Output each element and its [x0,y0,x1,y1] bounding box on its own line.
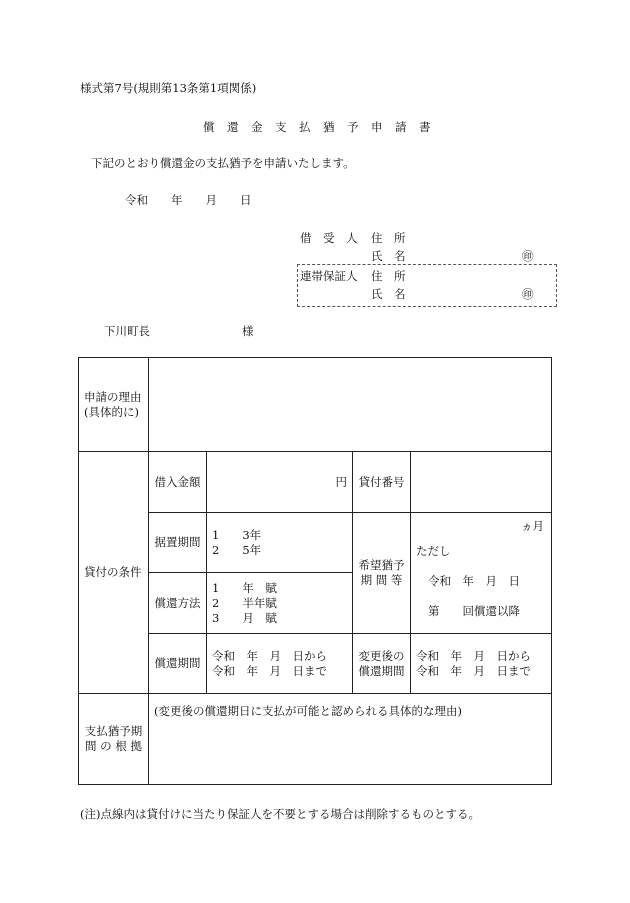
changed-period-label-line2: 償還期間 [358,663,405,678]
method-label: 償還方法 [149,573,207,634]
repay-from: 令和 年 月 日から [212,648,327,663]
basis-label-line2: 間 の 根 拠 [85,739,142,753]
reason-input-area[interactable] [149,358,552,452]
desired-period-field[interactable] [411,513,552,634]
however-text: ただし [416,544,451,558]
changed-period-label-cell [353,634,411,694]
guarantor-seal-mark: ㊞ [522,287,534,301]
changed-period-field[interactable] [411,634,552,694]
method-option-2[interactable]: 2 半年賦 [212,595,277,610]
form-number: 様式第7号(規則第13条第1項関係) [80,81,257,95]
method-options[interactable] [207,573,353,634]
repay-period-row [79,634,552,694]
borrower-address-label: 住 所 [371,231,406,245]
loan-number-label: 貸付番号 [353,452,411,513]
desired-date: 令和 年 月 日 [428,574,520,588]
repay-period-label: 償還期間 [149,634,207,694]
desired-period-label-line1: 希望猶予 [358,558,405,572]
loan-amount-field[interactable] [207,452,353,513]
intro-text: 下記のとおり償還金の支払猶予を申請いたします。 [91,156,355,170]
borrower-seal-mark: ㊞ [522,249,534,263]
borrower-label: 借 受 人 [300,231,358,245]
changed-from: 令和 年 月 日から [416,648,531,663]
repay-to: 令和 年 月 日まで [212,663,327,678]
reason-label-line2: (具体的に) [84,404,139,419]
desired-period-label-line2: 期 間 等 [360,573,403,587]
form-title: 償 還 金 支 払 猶 予 申 請 書 [203,120,431,134]
loan-amount-row [79,452,552,513]
guarantor-name-label: 氏 名 [371,287,406,301]
reason-row [79,358,552,452]
loan-number-field[interactable] [411,452,552,513]
footnote: (注)点線内は貸付けに当たり保証人を不要とする場合は削除するものとする。 [80,807,480,821]
yen-unit: 円 [335,474,347,489]
deferment-options[interactable] [207,513,353,573]
addressee-name: 下川町長 [104,324,150,338]
method-option-3[interactable]: 3 月 賦 [212,610,277,625]
basis-row [79,694,552,785]
application-form-table [78,357,552,785]
basis-label-cell [79,694,149,785]
deferment-option-1[interactable]: 1 3年 [212,527,262,542]
deferment-label: 据置期間 [149,513,207,573]
basis-note: (変更後の償還期日に支払が可能と認められる具体的な理由) [154,704,462,718]
changed-to: 令和 年 月 日まで [416,663,531,678]
months-unit: ヵ月 [521,519,544,533]
deferment-row [79,513,552,573]
date-line: 令和 年 月 日 [125,193,252,207]
loan-amount-label: 借入金額 [149,452,207,513]
repay-period-field[interactable] [207,634,353,694]
desired-period-label-cell [353,513,411,634]
basis-input-area[interactable] [149,694,552,785]
guarantor-label: 連帯保証人 [300,269,358,283]
conditions-label-cell [79,452,149,694]
deferment-option-2[interactable]: 2 5年 [212,542,262,557]
method-option-1[interactable]: 1 年 賦 [212,580,277,595]
borrower-name-label: 氏 名 [371,249,406,263]
reason-label-line1: 申請の理由 [84,389,142,404]
from-installment: 第 回償還以降 [428,604,520,618]
basis-label-line1: 支払猶予期 [84,724,143,738]
guarantor-address-label: 住 所 [371,269,406,283]
reason-label-cell [79,358,149,452]
addressee-honorific: 様 [242,324,254,338]
conditions-label: 貸付の条件 [84,565,142,579]
changed-period-label-line1: 変更後の [358,648,405,663]
